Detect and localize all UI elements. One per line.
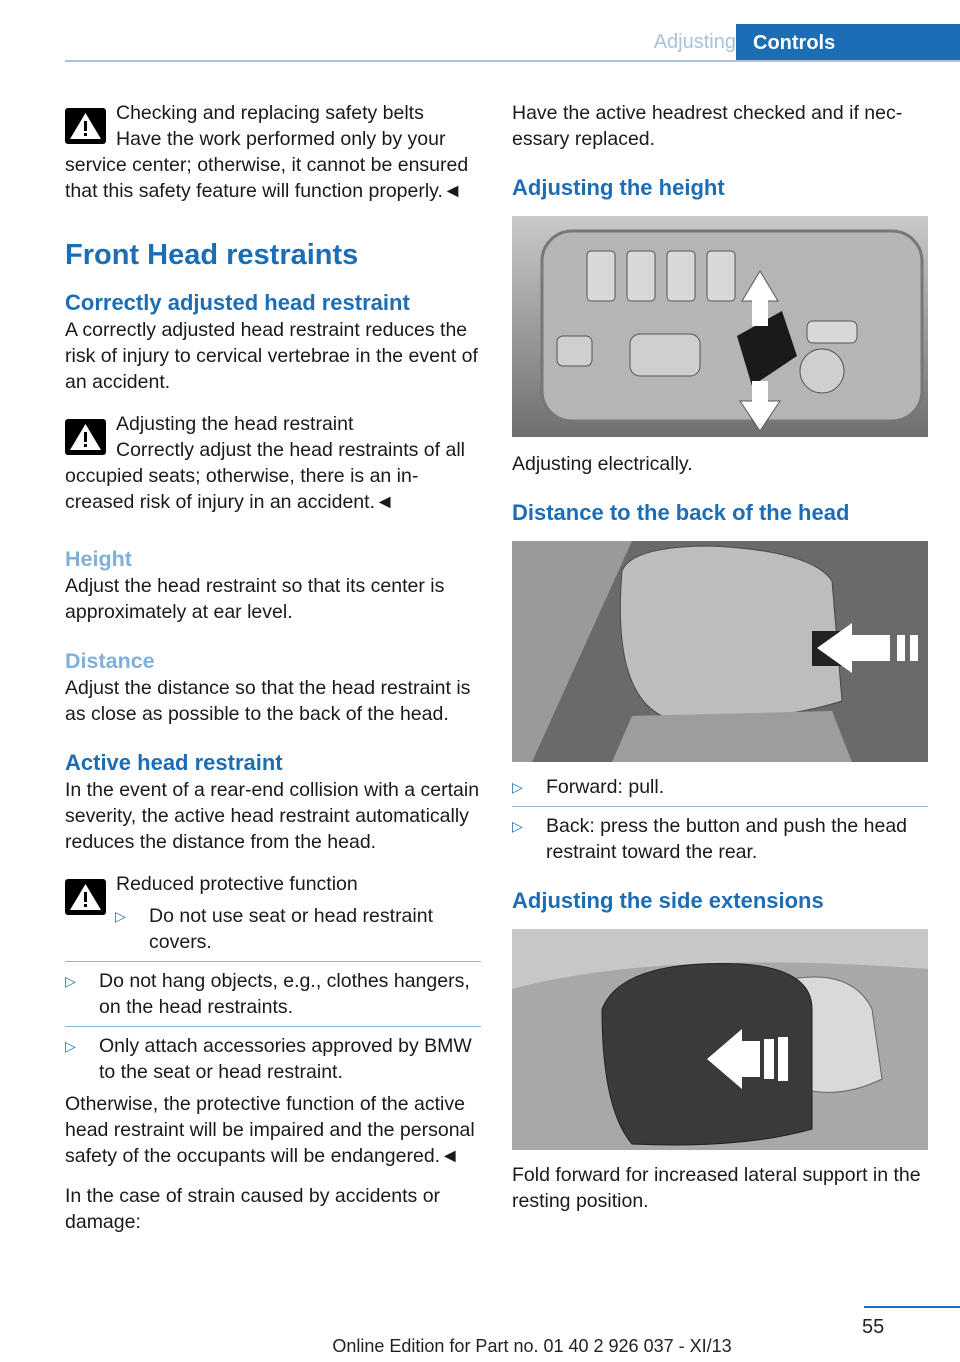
heading-distance: Distance <box>65 649 155 673</box>
heading-correctly-adjusted: Correctly adjusted head restraint <box>65 290 410 315</box>
heading-height: Height <box>65 547 132 571</box>
list-item-text: Forward: pull. <box>546 776 665 798</box>
right-column <box>512 100 928 1214</box>
heading-adjusting-height: Adjusting the height <box>512 175 725 200</box>
para-distance: Adjust the distance so that the head restraint is as close as possible to the back of the head. <box>65 677 471 725</box>
section-heading-front-head-restraints: Front Head restraints <box>65 239 359 271</box>
warning-safety-belts <box>65 100 481 204</box>
list-item <box>115 903 481 955</box>
bullet-icon: ▷ <box>115 908 126 924</box>
heading-distance-back-of-head: Distance to the back of the head <box>512 500 850 525</box>
heading-side-extensions: Adjusting the side extensions <box>512 888 824 913</box>
warning-title: Adjusting the head restraint <box>116 413 354 435</box>
footer-edition: Online Edition for Part no. 01 40 2 926 037 - XI/13 <box>332 1336 732 1356</box>
list-item-text: Do not hang objects, e.g., clothes hangers, on the head restraints. <box>99 970 470 1018</box>
list-item-text: Only attach accessories approved by BMW to the seat or head restraint. <box>99 1035 472 1083</box>
list-item <box>65 1033 481 1085</box>
warning-icon <box>65 879 106 915</box>
bullet-icon: ▷ <box>512 818 523 834</box>
head-restraint-distance-image <box>512 541 928 762</box>
para-otherwise: Otherwise, the protective function of the active head restraint will be impaired and the personal safety of the occupants will be endangered.◄ <box>65 1093 475 1167</box>
para-strain: In the case of strain caused by accidents or damage: <box>65 1185 441 1233</box>
footer-rule <box>864 1306 960 1308</box>
list-item <box>512 774 928 800</box>
warning-title: Reduced protective function <box>116 873 358 895</box>
warning-reduced-protective-function <box>65 871 481 955</box>
bullet-icon: ▷ <box>65 973 76 989</box>
header-rule <box>65 60 960 62</box>
warning-text: Correctly adjust the head restraints of all occupied seats; otherwise, there is an increased risk of injury in an accident.◄ <box>65 439 466 513</box>
list-divider <box>65 961 481 962</box>
caption-fold-forward: Fold forward for increased lateral support in the resting position. <box>512 1164 921 1212</box>
list-divider <box>512 806 928 807</box>
list-item <box>512 813 928 865</box>
header-section-tab: Adjusting <box>653 31 736 53</box>
para-active-head-restraint: In the event of a rear-end collision with a certain severity, the active head restraint automatically reduces the distance from the head. <box>65 779 480 853</box>
list-item-text: Do not use seat or head restraint covers. <box>149 905 433 953</box>
bullet-icon: ▷ <box>512 779 523 795</box>
para-correctly-adjusted: A correctly adjusted head restraint reduces the risk of injury to cervical vertebrae in the event of an accident. <box>65 319 478 393</box>
para-have-checked: Have the active headrest checked and if necessary replaced. <box>512 102 903 150</box>
list-divider <box>65 1026 481 1027</box>
warning-text: Have the work performed only by your service center; otherwise, it cannot be ensured that this safety feature will function properly.◄ <box>65 128 469 202</box>
warning-icon <box>65 419 106 455</box>
header-chapter-tab: Controls <box>736 24 960 62</box>
left-column <box>65 100 481 1235</box>
page-number: 55 <box>862 1316 885 1338</box>
para-height: Adjust the head restraint so that its center is approximately at ear level. <box>65 575 445 623</box>
bullet-icon: ▷ <box>65 1038 76 1054</box>
side-extensions-image <box>512 929 928 1150</box>
warning-icon <box>65 108 106 144</box>
warning-adjusting-head-restraint <box>65 411 481 515</box>
caption-adjusting-electrically: Adjusting electrically. <box>512 453 693 475</box>
list-item <box>65 968 481 1020</box>
list-item-text: Back: press the button and push the head restraint toward the rear. <box>546 815 908 863</box>
heading-active-head-restraint: Active head restraint <box>65 750 283 775</box>
warning-title: Checking and replacing safety belts <box>116 102 424 124</box>
seat-controls-image <box>512 216 928 437</box>
